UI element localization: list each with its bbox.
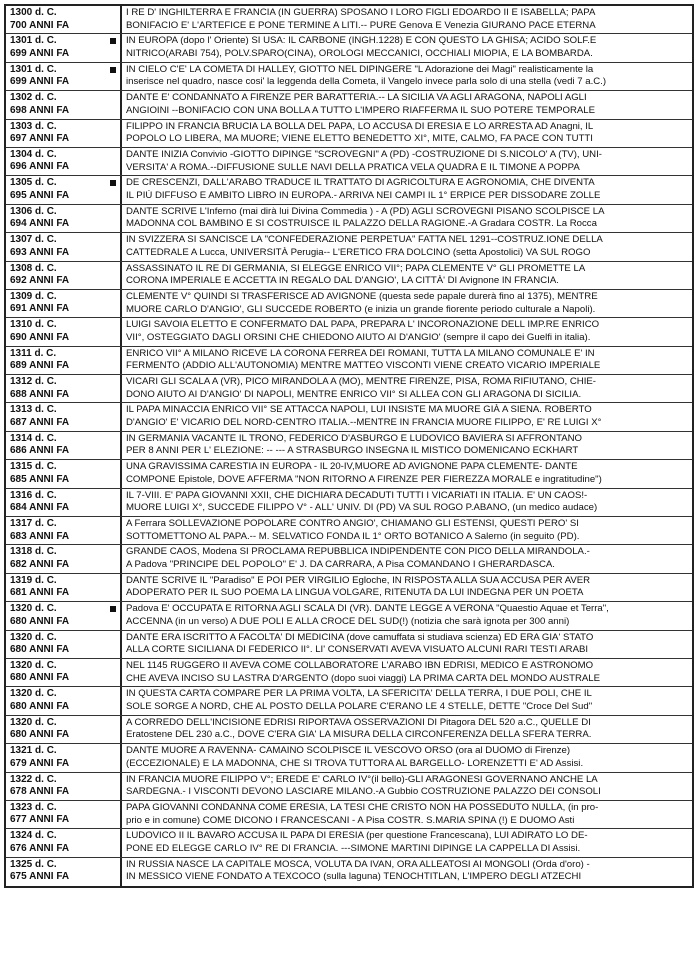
years-ago-label: 683 ANNI FA bbox=[10, 530, 70, 542]
year-label: 1323 d. C. bbox=[10, 801, 57, 813]
event-text-line: A Ferrara SOLLEVAZIONE POPOLARE CONTRO ANGIO', CHIAMANO GLI ESTENSI, QUESTI PERO' SI bbox=[126, 518, 579, 530]
event-text-line: BONIFACIO E' L'ARTEFICE E PONE TERMINE A LITI.-- PURE Genova E Venezia GIURANO PACE ETERNA bbox=[126, 19, 596, 31]
event-text-line: Eratostene DEL 230 a.C., DOVE C'ERA GIA' LA MISURA DELLA CIRCONFERENZA DELLA SFERA TERRA. bbox=[126, 729, 592, 741]
years-ago-label: 676 ANNI FA bbox=[10, 842, 70, 854]
years-ago-label: 677 ANNI FA bbox=[10, 814, 70, 826]
year-label: 1318 d. C. bbox=[10, 546, 57, 558]
event-text-cell bbox=[122, 773, 692, 800]
year-label: 1302 d. C. bbox=[10, 92, 57, 104]
event-text-line: MADONNA COL BAMBINO E SI COSTRUISCE IL PALAZZO DELLA RAGIONE.-A Gradara COSTR. La Rocca bbox=[126, 218, 597, 230]
table-row bbox=[6, 602, 692, 630]
date-cell bbox=[6, 347, 122, 374]
event-text-cell bbox=[122, 744, 692, 771]
years-ago-label: 696 ANNI FA bbox=[10, 161, 70, 173]
table-row bbox=[6, 63, 692, 91]
event-text-cell bbox=[122, 716, 692, 743]
date-cell bbox=[6, 489, 122, 516]
date-cell bbox=[6, 148, 122, 175]
years-ago-label: 680 ANNI FA bbox=[10, 672, 70, 684]
event-text-line: ADOPERATO PER IL SUO POEMA LA LINGUA VOLGARE, RITENUTA DA LUI INDEGNA PER UN POETA bbox=[126, 587, 584, 599]
date-cell bbox=[6, 375, 122, 402]
years-ago-label: 698 ANNI FA bbox=[10, 104, 70, 116]
event-text-cell bbox=[122, 91, 692, 118]
year-label: 1304 d. C. bbox=[10, 148, 57, 160]
table-row bbox=[6, 148, 692, 176]
event-text-line: MUORE LUIGI X°, SUCCEDE FILIPPO V° - ALL' UNIV. DI (PD) VA SUL ROGO P.ABANO, (un medico audace) bbox=[126, 502, 598, 514]
years-ago-label: 687 ANNI FA bbox=[10, 416, 70, 428]
event-text-line: FERMENTO (ADDIO ALL'AUTONOMIA) MENTRE MATTEO VISCONTI VIENE CREATO VICARIO IMPERIALE bbox=[126, 360, 601, 372]
event-text-line: IN FRANCIA MUORE FILIPPO V°; EREDE E' CARLO IV°(il bello)-GLI ARAGONESI GOVERNANO ANCHE LA bbox=[126, 773, 598, 785]
event-text-line: CHE AVEVA INCISO SU LASTRA D'ARGENTO (dopo suoi viaggi) LA PRIMA CARTA DEL MONDO AUSTRALE bbox=[126, 672, 601, 684]
years-ago-label: 678 ANNI FA bbox=[10, 786, 70, 798]
event-text-line: SOLE SORGE A NORD, CHE AL POSTO DELLA POLARE C'ERANO LE 4 STELLE, DETTE "Croce Del Sud" bbox=[126, 700, 593, 712]
table-row bbox=[6, 205, 692, 233]
date-cell bbox=[6, 34, 122, 61]
table-row bbox=[6, 432, 692, 460]
table-row bbox=[6, 489, 692, 517]
event-text-line: Padova E' OCCUPATA E RITORNA AGLI SCALA DI (VR). DANTE LEGGE A VERONA "Quaestio Aquae et Terra", bbox=[126, 603, 609, 615]
years-ago-label: 685 ANNI FA bbox=[10, 473, 70, 485]
years-ago-label: 680 ANNI FA bbox=[10, 644, 70, 656]
event-text-cell bbox=[122, 34, 692, 61]
years-ago-label: 684 ANNI FA bbox=[10, 502, 70, 514]
event-text-line: COMPONE Epistole, DOVE AFFERMA "NON RITORNO A FIRENZE PER FIEREZZA MORALE e ingratitudine") bbox=[126, 473, 602, 485]
event-text-cell bbox=[122, 120, 692, 147]
date-cell bbox=[6, 63, 122, 90]
event-text-line: DANTE INIZIA Convivio -GIOTTO DIPINGE "SCROVEGNI" A (PD) -COSTRUZIONE DI S.NICOLO' A (TV), UNI- bbox=[126, 148, 602, 160]
event-text-line: IN RUSSIA NASCE LA CAPITALE MOSCA, VOLUTA DA IVAN, ORA ALLEATOSI AI MONGOLI (Orda d'oro) - bbox=[126, 858, 590, 870]
table-row bbox=[6, 403, 692, 431]
table-row bbox=[6, 347, 692, 375]
event-text-line: POPOLO LO LIBERA, MA MUORE; VIENE ELETTO BENEDETTO XI°, MITE, CALMO, FA PACE CON TUTTI bbox=[126, 133, 593, 145]
event-text-cell bbox=[122, 574, 692, 601]
event-text-line: IN MESSICO VIENE FONDATO A TEXCOCO (sulla laguna) TENOCHTITLAN, L'IMPERO DEGLI ATZECHI bbox=[126, 871, 582, 883]
event-text-cell bbox=[122, 63, 692, 90]
event-text-cell bbox=[122, 687, 692, 714]
table-row bbox=[6, 687, 692, 715]
date-cell bbox=[6, 687, 122, 714]
year-label: 1301 d. C. bbox=[10, 35, 57, 47]
event-text-cell bbox=[122, 517, 692, 544]
event-text-line: ALLA CORTE SICILIANA DI FEDERICO II°. LI' CONSERVATI AVEVA VISUATO ALCUNI RARI TESTI ARABI bbox=[126, 644, 589, 656]
event-text-line: PER 8 ANNI PER L' ELEZIONE: -- --- A STRASBURGO INSEGNA IL MISTICO DOMENICANO ECKHART bbox=[126, 445, 579, 457]
event-text-line: DANTE MUORE A RAVENNA- CAMAINO SCOLPISCE IL VESCOVO ORSO (ora al DUOMO di Firenze) bbox=[126, 745, 571, 757]
event-text-line: DANTE ERA ISCRITTO A FACOLTA' DI MEDICINA (dove camuffata si studiava scienza) ED ERA GIA' STATO bbox=[126, 631, 594, 643]
date-cell bbox=[6, 659, 122, 686]
year-label: 1311 d. C. bbox=[10, 347, 57, 359]
date-cell bbox=[6, 716, 122, 743]
event-text-line: IL PAPA MINACCIA ENRICO VII° SE ATTACCA NAPOLI, LUI INSISTE MA MUORE GIÀ A SIENA. ROBERTO bbox=[126, 404, 592, 416]
table-row bbox=[6, 375, 692, 403]
years-ago-label: 681 ANNI FA bbox=[10, 587, 70, 599]
event-text-cell bbox=[122, 631, 692, 658]
event-text-cell bbox=[122, 602, 692, 629]
date-cell bbox=[6, 517, 122, 544]
event-text-line: PONE ED ELEGGE CARLO IV° RE DI FRANCIA. ---SIMONE MARTINI DIPINGE LA CAPPELLA DI Assisi. bbox=[126, 842, 581, 854]
table-row bbox=[6, 176, 692, 204]
event-text-cell bbox=[122, 801, 692, 828]
event-text-line: CATTEDRALE A Lucca, UNIVERSITÀ Perugia-- L'ERETICO FRA DOLCINO (setta Apostolici) VA SUL ROGO bbox=[126, 246, 591, 258]
date-cell bbox=[6, 290, 122, 317]
year-label: 1322 d. C. bbox=[10, 773, 57, 785]
event-text-line: I RE D' INGHILTERRA E FRANCIA (IN GUERRA) SPOSANO I LORO FIGLI EDOARDO II E ISABELLA; PAPA bbox=[126, 7, 596, 18]
event-text-line: IL 7-VIII. E' PAPA GIOVANNI XXII, CHE DICHIARA DECADUTI TUTTI I VICARIATI IN ITALIA. E' UN CAOS!- bbox=[126, 489, 588, 501]
event-text-cell bbox=[122, 6, 692, 33]
event-text-line: ACCENNA (in un verso) A DUE POLI E ALLA CROCE DEL SUD(!) (notizia che sarà ignota per 300 anni) bbox=[126, 615, 570, 627]
event-text-line: ASSASSINATO IL RE DI GERMANIA, SI ELEGGE ENRICO VII°; PAPA CLEMENTE V° GLI PROMETTE LA bbox=[126, 262, 586, 274]
years-ago-label: 695 ANNI FA bbox=[10, 189, 70, 201]
event-text-cell bbox=[122, 659, 692, 686]
event-text-cell bbox=[122, 403, 692, 430]
date-cell bbox=[6, 432, 122, 459]
date-cell bbox=[6, 120, 122, 147]
event-text-line: IN EUROPA (dopo l' Oriente) SI USA: IL CARBONE (INGH.1228) E CON QUESTO LA GHISA; ACIDO SOLF.E bbox=[126, 35, 597, 47]
date-cell bbox=[6, 829, 122, 856]
years-ago-label: 697 ANNI FA bbox=[10, 133, 70, 145]
years-ago-label: 682 ANNI FA bbox=[10, 558, 70, 570]
table-row bbox=[6, 744, 692, 772]
years-ago-label: 694 ANNI FA bbox=[10, 218, 70, 230]
date-cell bbox=[6, 801, 122, 828]
years-ago-label: 689 ANNI FA bbox=[10, 360, 70, 372]
years-ago-label: 699 ANNI FA bbox=[10, 47, 70, 59]
date-cell bbox=[6, 318, 122, 345]
event-text-line: FILIPPO IN FRANCIA BRUCIA LA BOLLA DEL PAPA, LO ACCUSA DI ERESIA E LO ARRESTA AD Anagni, IL bbox=[126, 120, 594, 132]
date-cell bbox=[6, 773, 122, 800]
event-text-line: LUIGI SAVOIA ELETTO E CONFERMATO DAL PAPA, PREPARA L' INCORONAZIONE DELL IMP.RE ENRICO bbox=[126, 319, 600, 331]
year-label: 1305 d. C. bbox=[10, 177, 57, 189]
event-text-line: DE CRESCENZI, DALL'ARABO TRADUCE IL TRATTATO DI AGRICOLTURA E AGRONOMIA, CHE DIVENTA bbox=[126, 177, 595, 189]
years-ago-label: 691 ANNI FA bbox=[10, 303, 70, 315]
year-label: 1324 d. C. bbox=[10, 830, 57, 842]
event-text-line: PAPA GIOVANNI CONDANNA COME ERESIA, LA TESI CHE CRISTO NON HA POSSEDUTO NULLA, (in pro- bbox=[126, 801, 599, 813]
date-cell bbox=[6, 858, 122, 886]
table-row bbox=[6, 631, 692, 659]
year-label: 1301 d. C. bbox=[10, 63, 57, 75]
table-row bbox=[6, 545, 692, 573]
table-row bbox=[6, 262, 692, 290]
date-cell bbox=[6, 744, 122, 771]
year-label: 1325 d. C. bbox=[10, 858, 57, 870]
years-ago-label: 700 ANNI FA bbox=[10, 19, 70, 31]
event-text-line: IN QUESTA CARTA COMPARE PER LA PRIMA VOLTA, LA SFERICITA' DELLA TERRA, I DUE POLI, CHE IL bbox=[126, 688, 592, 700]
event-text-line: DONO AIUTO AI D'ANGIO' DI NAPOLI, MENTRE ENRICO VII° SI ALLEA CON GLI ARAGONA DI SICILIA. bbox=[126, 388, 582, 400]
year-label: 1306 d. C. bbox=[10, 205, 57, 217]
date-cell bbox=[6, 176, 122, 203]
event-text-line: UNA GRAVISSIMA CARESTIA IN EUROPA - IL 20-IV,MUORE AD AVIGNONE PAPA CLEMENTE- DANTE bbox=[126, 461, 578, 473]
event-text-line: SARDEGNA.- I VISCONTI DEVONO LASCIARE MILANO.-A Gubbio COSTRUZIONE PALAZZO DEI CONSOLI bbox=[126, 786, 601, 798]
table-row bbox=[6, 574, 692, 602]
date-cell bbox=[6, 602, 122, 629]
event-text-line: LUDOVICO II IL BAVARO ACCUSA IL PAPA DI ERESIA (per questione Francescana), LUI ADIRATO LO DE- bbox=[126, 830, 588, 842]
event-text-line: ENRICO VII° A MILANO RICEVE LA CORONA FERREA DEI ROMANI, TUTTA LA MILANO COMUNALE E' IN bbox=[126, 347, 595, 359]
date-cell bbox=[6, 233, 122, 260]
table-row bbox=[6, 120, 692, 148]
table-row bbox=[6, 6, 692, 34]
years-ago-label: 688 ANNI FA bbox=[10, 388, 70, 400]
table-row bbox=[6, 659, 692, 687]
year-label: 1320 d. C. bbox=[10, 603, 57, 615]
chronology-table bbox=[4, 4, 694, 888]
square-bullet-icon bbox=[110, 180, 116, 186]
event-text-cell bbox=[122, 432, 692, 459]
event-text-line: A CORREDO DELL'INCISIONE EDRISI RIPORTAVA OSSERVAZIONI DI Pitagora DEL 520 a.C., QUELLE DI bbox=[126, 716, 591, 728]
square-bullet-icon bbox=[110, 606, 116, 612]
year-label: 1307 d. C. bbox=[10, 234, 57, 246]
years-ago-label: 690 ANNI FA bbox=[10, 331, 70, 343]
year-label: 1319 d. C. bbox=[10, 574, 57, 586]
year-label: 1309 d. C. bbox=[10, 290, 57, 302]
event-text-line: VICARI GLI SCALA A (VR), PICO MIRANDOLA A (MO), MENTRE FIRENZE, PISA, ROMA RIFIUTANO, CHIE- bbox=[126, 376, 596, 388]
event-text-line: CORONA IMPERIALE E ACCETTA IN REGALO DAL D'ANGIO', LA CITTÀ' DI Avignone IN FRANCIA. bbox=[126, 275, 559, 287]
years-ago-label: 699 ANNI FA bbox=[10, 76, 70, 88]
year-label: 1321 d. C. bbox=[10, 745, 57, 757]
event-text-cell bbox=[122, 858, 692, 886]
event-text-line: NITRICO(ARABI 754), POLV.SPARO(CINA), OROLOGI MECCANICI, OCCHIALI MIOPIA, E LA BOMBARDA. bbox=[126, 47, 593, 59]
event-text-line: IL PIÙ DIFFUSO E AMBITO LIBRO IN EUROPA.- ARRIVA NEI CAMPI IL 1° ERPICE PER DISSODARE ZOLLE bbox=[126, 189, 601, 201]
event-text-line: prio e in comune) COME DICONO I FRANCESCANI - A Pisa COSTR. S.MARIA SPINA (!) E DUOMO Asti bbox=[126, 814, 575, 826]
year-label: 1312 d. C. bbox=[10, 376, 57, 388]
event-text-line: VII°, OSTEGGIATO DAGLI ORSINI CHE CHIEDONO AIUTO AI D'ANGIO' (sempre il capo dei Guelfi in italia). bbox=[126, 331, 591, 343]
year-label: 1320 d. C. bbox=[10, 659, 57, 671]
event-text-line: (ECCEZIONALE) E LA MADONNA, CHE SI TROVA TUTTORA AL BARGELLO- LORENZETTI E' AD Assisi. bbox=[126, 757, 584, 769]
year-label: 1320 d. C. bbox=[10, 631, 57, 643]
year-label: 1308 d. C. bbox=[10, 262, 57, 274]
event-text-line: SOTTOMETTONO AL PAPA.-- M. SELVATICO FONDA IL 1° ORTO BOTANICO A Salerno (in seguito (PD). bbox=[126, 530, 580, 542]
years-ago-label: 692 ANNI FA bbox=[10, 275, 70, 287]
years-ago-label: 680 ANNI FA bbox=[10, 700, 70, 712]
year-label: 1316 d. C. bbox=[10, 489, 57, 501]
event-text-cell bbox=[122, 262, 692, 289]
date-cell bbox=[6, 631, 122, 658]
event-text-line: GRANDE CAOS, Modena SI PROCLAMA REPUBBLICA INDIPENDENTE CON PICO DELLA MIRANDOLA.- bbox=[126, 546, 590, 558]
table-row bbox=[6, 858, 692, 886]
year-label: 1320 d. C. bbox=[10, 716, 57, 728]
event-text-line: VERSITA' A ROMA.--DIFFUSIONE SULLE NAVI DELLA PRATICA VELA QUADRA E IL TIMONE A POPPA bbox=[126, 161, 580, 173]
table-row bbox=[6, 829, 692, 857]
event-text-cell bbox=[122, 375, 692, 402]
event-text-cell bbox=[122, 347, 692, 374]
table-row bbox=[6, 34, 692, 62]
event-text-cell bbox=[122, 176, 692, 203]
event-text-line: DANTE E' CONDANNATO A FIRENZE PER BARATTERIA.-- LA SICILIA VA AGLI ARAGONA, NAPOLI AGLI bbox=[126, 92, 587, 104]
date-cell bbox=[6, 460, 122, 487]
table-row bbox=[6, 716, 692, 744]
date-cell bbox=[6, 91, 122, 118]
years-ago-label: 680 ANNI FA bbox=[10, 729, 70, 741]
event-text-line: inserisce nel quadro, nasce cosi' la leggenda della Cometa, il Vangelo invece parla solo di una stella (vedi 7 a.C.) bbox=[126, 76, 607, 88]
table-row bbox=[6, 91, 692, 119]
event-text-line: A Padova "PRINCIPE DEL POPOLO" E' J. DA CARRARA, A Pisa COMANDANO I GHERARDASCA. bbox=[126, 559, 555, 571]
event-text-cell bbox=[122, 233, 692, 260]
event-text-line: DANTE SCRIVE IL "Paradiso" E POI PER VIRGILIO Egloche, IN RISPOSTA ALLA SUA ACCUSA PER AVER bbox=[126, 574, 591, 586]
table-row bbox=[6, 773, 692, 801]
event-text-line: IN SVIZZERA SI SANCISCE LA "CONFEDERAZIONE PERPETUA" FATTA NEL 1291--COSTRUZ.IONE DELLA bbox=[126, 234, 603, 246]
date-cell bbox=[6, 403, 122, 430]
year-label: 1303 d. C. bbox=[10, 120, 57, 132]
year-label: 1315 d. C. bbox=[10, 461, 57, 473]
date-cell bbox=[6, 574, 122, 601]
year-label: 1317 d. C. bbox=[10, 518, 57, 530]
year-label: 1300 d. C. bbox=[10, 7, 57, 18]
date-cell bbox=[6, 205, 122, 232]
event-text-cell bbox=[122, 460, 692, 487]
table-row bbox=[6, 801, 692, 829]
event-text-cell bbox=[122, 205, 692, 232]
years-ago-label: 686 ANNI FA bbox=[10, 445, 70, 457]
event-text-line: DANTE SCRIVE L'Inferno (mai dirà lui Divina Commedia ) - A (PD) AGLI SCROVEGNI PISANO SCOLPISCE LA bbox=[126, 205, 605, 217]
date-cell bbox=[6, 262, 122, 289]
date-cell bbox=[6, 545, 122, 572]
years-ago-label: 679 ANNI FA bbox=[10, 757, 70, 769]
years-ago-label: 693 ANNI FA bbox=[10, 246, 70, 258]
event-text-line: D'ANGIO' E' VICARIO DEL NORD-CENTRO ITALIA.--MENTRE IN FRANCIA MUORE FILIPPO, E' RE LUIGI X° bbox=[126, 417, 602, 429]
years-ago-label: 675 ANNI FA bbox=[10, 871, 70, 883]
event-text-line: IN GERMANIA VACANTE IL TRONO, FEDERICO D'ASBURGO E LUDOVICO BAVIERA SI AFFRONTANO bbox=[126, 432, 583, 444]
date-cell bbox=[6, 6, 122, 33]
event-text-line: MUORE CARLO D'ANGIO', GLI SUCCEDE ROBERTO (e inizia un grande fiorente periodo culturale a Napoli). bbox=[126, 303, 596, 315]
event-text-cell bbox=[122, 290, 692, 317]
table-row bbox=[6, 318, 692, 346]
event-text-cell bbox=[122, 148, 692, 175]
year-label: 1310 d. C. bbox=[10, 319, 57, 331]
table-row bbox=[6, 290, 692, 318]
event-text-line: NEL 1145 RUGGERO II AVEVA COME COLLABORATORE L'ARABO IBN EDRISI, MEDICO E ASTRONOMO bbox=[126, 659, 594, 671]
event-text-line: ANGIOINI --BONIFACIO CON UNA BOLLA A TUTTO L'IMPERO RIAFFERMA IL SUO POTERE TEMPORALE bbox=[126, 104, 595, 116]
square-bullet-icon bbox=[110, 38, 116, 44]
year-label: 1320 d. C. bbox=[10, 688, 57, 700]
years-ago-label: 680 ANNI FA bbox=[10, 615, 70, 627]
table-row bbox=[6, 233, 692, 261]
year-label: 1314 d. C. bbox=[10, 432, 57, 444]
table-row bbox=[6, 460, 692, 488]
event-text-line: CLEMENTE V° QUINDI SI TRASFERISCE AD AVIGNONE (questa sede papale durerà fino al 1375), MENTRE bbox=[126, 290, 598, 302]
event-text-cell bbox=[122, 829, 692, 856]
table-row bbox=[6, 517, 692, 545]
event-text-cell bbox=[122, 318, 692, 345]
square-bullet-icon bbox=[110, 67, 116, 73]
event-text-line: IN CIELO C'E' LA COMETA DI HALLEY, GIOTTO NEL DIPINGERE "L Adorazione dei Magi" realisticamente la bbox=[126, 63, 594, 75]
event-text-cell bbox=[122, 489, 692, 516]
event-text-cell bbox=[122, 545, 692, 572]
year-label: 1313 d. C. bbox=[10, 404, 57, 416]
